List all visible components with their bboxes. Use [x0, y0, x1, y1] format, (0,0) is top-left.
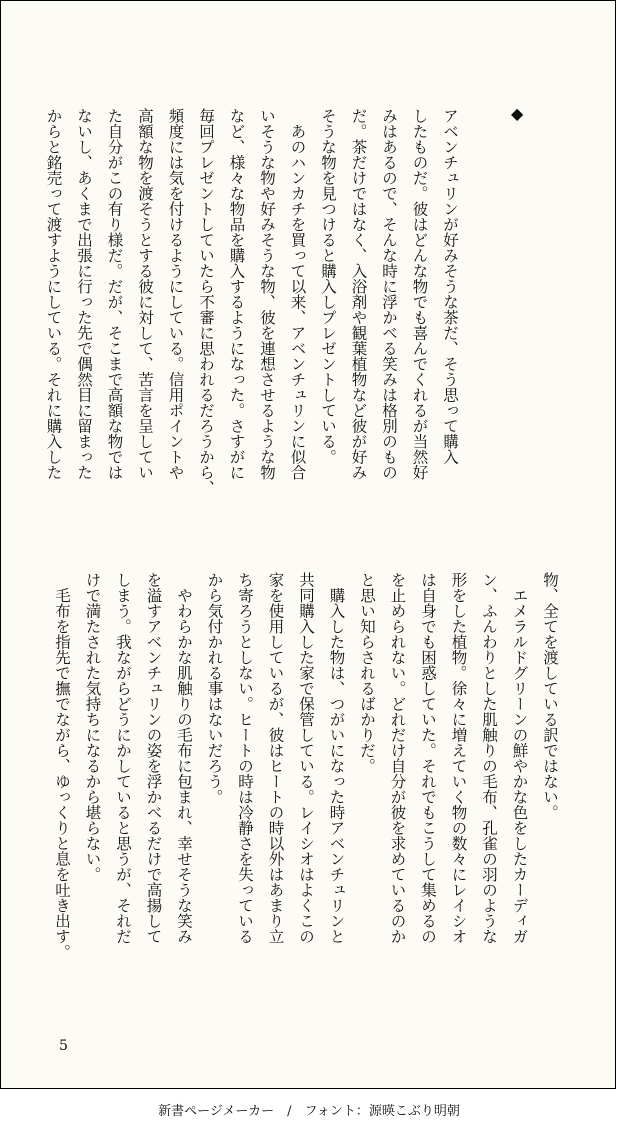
text-line: エメラルドグリーンの鮮やかな色をしたカーディガ — [510, 572, 529, 944]
text-line: ン、ふんわりとした肌触りの毛布、孔雀の羽のような — [480, 572, 498, 944]
text-line: 高額な物を渡そうとする彼に対して、苦言を呈してい — [136, 108, 154, 480]
text-line: を止められない。どれだけ自分が彼を求めているのか — [388, 572, 407, 944]
text-line: みはあるので、そんな時に浮かべる笑みは格別のもの — [380, 108, 398, 480]
text-line: 毎回プレゼントしていたら不審に思われるだろうから、 — [197, 108, 215, 496]
section-marker: ◆ — [511, 104, 524, 123]
text-line: からと銘売って渡すようにしている。それに購入した — [44, 108, 63, 480]
text-line: アベンチュリンが好みそうな茶だ、そう思って購入 — [441, 108, 459, 465]
text-line: を溢すアベンチュリンの姿を浮かべるだけで高揚して — [144, 572, 163, 944]
text-line: は自身でも困惑していた。それでもこうして集めるの — [419, 572, 437, 944]
text-line: 家を使用しているが、彼はヒートの時以外はあまり立 — [266, 572, 285, 944]
text-line: やわらかな肌触りの毛布に包まれ、幸せそうな笑み — [175, 572, 193, 944]
text-line: など、様々な物品を購入するようになった。さすがに — [227, 108, 246, 480]
text-line: そうな物を見つけると購入しプレゼントしている。 — [319, 108, 337, 465]
footer-caption: 新書ページメーカー / フォント：源暎こぶり明朝 — [158, 1104, 460, 1119]
text-line: 共同購入した家で保管している。レイシオはよくこの — [297, 572, 315, 944]
text-line: 購入した物は、つがいになった時アベンチュリンと — [327, 572, 346, 944]
text-line: た自分がこの有り様だ。だが、そこまで高額な物では — [105, 108, 124, 480]
text-line: ないし、あくまで出張に行った先で偶然目に留まった — [75, 108, 93, 480]
upper-text-block — [38, 108, 465, 548]
text-line: 形をした植物。徐々に増えていく物の数々にレイシオ — [449, 572, 468, 944]
page-number: 5 — [59, 1038, 68, 1054]
text-line: あのハンカチを買って以来、アベンチュリンに似合 — [288, 108, 307, 480]
text-line: けで満たされた気持ちになるから堪らない。 — [83, 572, 102, 882]
text-line: 毛布を指先で撫でながら、ゆっくりと息を吐き出す。 — [53, 572, 71, 960]
text-line: 物、全てを渡している訳ではない。 — [541, 572, 559, 820]
text-line: 頻度には気を付けるようにしている。信用ポイントや — [166, 108, 185, 480]
text-line: と思い知らされるばかりだ。 — [358, 572, 376, 774]
text-line: ち寄ろうとしない。ヒートの時は冷静さを失っている — [236, 572, 254, 944]
lower-text-block — [47, 572, 566, 1027]
text-line: しまう。我ながらどうにかしていると思うが、それだ — [114, 572, 132, 944]
text-line: したものだ。彼はどんな物でも喜んでくれるが当然好 — [410, 108, 429, 480]
text-line: から気付かれる事はないだろう。 — [205, 572, 224, 805]
text-line: いそうな物や好みそうな物、彼を連想させるような物 — [258, 108, 276, 480]
text-line: だ。茶だけではなく、入浴剤や観葉植物など彼が好み — [349, 108, 368, 480]
